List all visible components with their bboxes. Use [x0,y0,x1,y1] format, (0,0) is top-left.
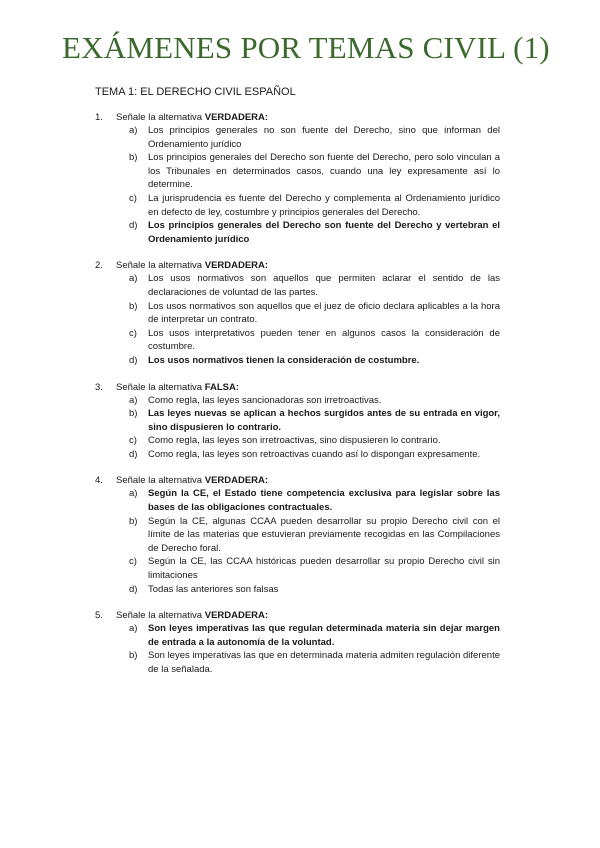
answer-option [0,300,500,327]
answer-option [0,555,500,582]
option-letter: c) [129,556,137,568]
option-letter: a) [129,273,138,285]
question-prompt-text: Señale la alternativa [116,260,205,272]
option-text: Los usos interpretativos pueden tener en algunos casos la consideración de costumbre. [148,327,500,353]
answer-options [0,487,600,596]
option-text: Son leyes imperativas las que en determinada materia admiten regulación diferente de la señalada. [148,650,500,675]
option-text: Como regla, las leyes sancionadoras son irretroactivas. [148,394,382,406]
question-prompt-keyword: VERDADERA: [204,112,269,123]
document-title: EXÁMENES POR TEMAS CIVIL (1) [62,30,550,65]
option-text: Los usos normativos tienen la consideración de costumbre. [148,354,420,366]
option-text: Los usos normativos son aquellos que permiten aclarar el sentido de las declaraciones de voluntad de las partes. [148,273,500,298]
option-text: Los principios generales del Derecho son fuente del Derecho, pero solo vinculan a los Tribunales en determinados casos, cuando una ley expresamente así lo determine. [148,152,500,191]
answer-options [0,272,600,367]
question-prompt-keyword: VERDADERA: [204,260,269,272]
question-prompt [116,474,268,487]
question-prompt [116,111,268,124]
option-letter: a) [129,488,138,500]
question-number: 4. [95,475,103,487]
question-prompt-keyword: VERDADERA: [204,610,269,622]
answer-options [0,394,600,462]
option-text: Los principios generales del Derecho son fuente del Derecho y vertebran el Ordenamiento jurídico [148,220,500,245]
question-prompt [116,259,268,272]
option-text: Los usos normativos son aquellos que el juez de oficio declara aplicables a la hora de interpretar un contrato. [148,300,500,326]
answer-option [0,327,500,354]
option-letter: d) [129,448,138,460]
question-header [0,609,600,622]
option-text: Las leyes nuevas se aplican a hechos surgidos antes de su entrada en vigor, sino dispusieren lo contrario. [148,408,500,433]
question-header [0,111,600,124]
answer-option [0,272,500,299]
question-prompt-text: Señale la alternativa [116,381,205,393]
answer-option [0,448,500,462]
option-text: Como regla, las leyes son retroactivas cuando así lo dispongan expresamente. [148,448,481,460]
option-letter: a) [129,623,138,635]
question-item [0,381,600,462]
option-letter: d) [129,220,138,232]
question-header [0,474,600,487]
answer-option-highlighted [0,219,500,246]
option-text: Según la CE, las CCAA históricas pueden desarrollar su propio Derecho civil sin limitaciones [148,556,500,582]
answer-option [0,515,500,556]
answer-option [0,649,500,676]
answer-options [0,124,600,246]
question-number: 2. [95,260,103,272]
question-item [0,111,600,246]
option-text: Son leyes imperativas las que regulan determinada materia sin dejar margen de entrada a la autonomía de la voluntad. [148,623,500,648]
question-prompt-keyword: FALSA: [204,381,240,393]
question-prompt-keyword: VERDADERA: [204,475,269,487]
answer-option-highlighted [0,354,500,368]
question-header [0,259,600,272]
question-item [0,609,600,676]
answer-option [0,583,500,597]
option-text: Todas las anteriores son falsas [148,583,279,595]
option-text: Según la CE, algunas CCAA pueden desarrollar su propio Derecho civil con el límite de las materias que estuvieran previamente recogidas en las Compilaciones de Derecho foral. [148,515,500,554]
question-prompt-text: Señale la alternativa [116,610,205,622]
question-number: 1. [95,112,103,123]
answer-option-highlighted [0,622,500,649]
answer-option [0,124,500,151]
question-item [0,259,600,367]
question-prompt [116,609,268,622]
question-prompt-text: Señale la alternativa [116,112,205,123]
question-prompt [116,381,239,394]
option-letter: c) [129,327,137,339]
answer-option [0,434,500,448]
option-text: La jurisprudencia es fuente del Derecho y complementa al Ordenamiento jurídico en defecto de ley, costumbre y principios generales del Derecho. [148,192,500,218]
question-number: 3. [95,381,103,393]
question-list [0,111,600,690]
option-text: Como regla, las leyes son irretroactivas, sino dispusieren lo contrario. [148,435,441,447]
option-letter: b) [129,650,138,662]
option-letter: a) [129,125,138,136]
answer-option-highlighted [0,487,500,514]
option-letter: c) [129,435,137,447]
answer-option-highlighted [0,407,500,434]
question-item [0,474,600,596]
option-letter: d) [129,583,138,595]
answer-options [0,622,600,676]
option-letter: b) [129,515,138,527]
option-letter: a) [129,394,138,406]
question-prompt-text: Señale la alternativa [116,475,205,487]
question-number: 5. [95,610,103,622]
answer-option [0,394,500,408]
option-text: Los principios generales no son fuente del Derecho, sino que informan del Ordenamiento jurídico [148,125,500,150]
option-letter: c) [129,192,137,204]
question-header [0,381,600,394]
topic-heading: TEMA 1: EL DERECHO CIVIL ESPAÑOL [95,86,296,98]
option-letter: b) [129,300,138,312]
answer-option [0,192,500,219]
answer-option [0,151,500,192]
option-text: Según la CE, el Estado tiene competencia exclusiva para legislar sobre las bases de las obligaciones contractuales. [148,488,500,514]
option-letter: b) [129,408,138,420]
option-letter: d) [129,354,138,366]
option-letter: b) [129,152,138,164]
